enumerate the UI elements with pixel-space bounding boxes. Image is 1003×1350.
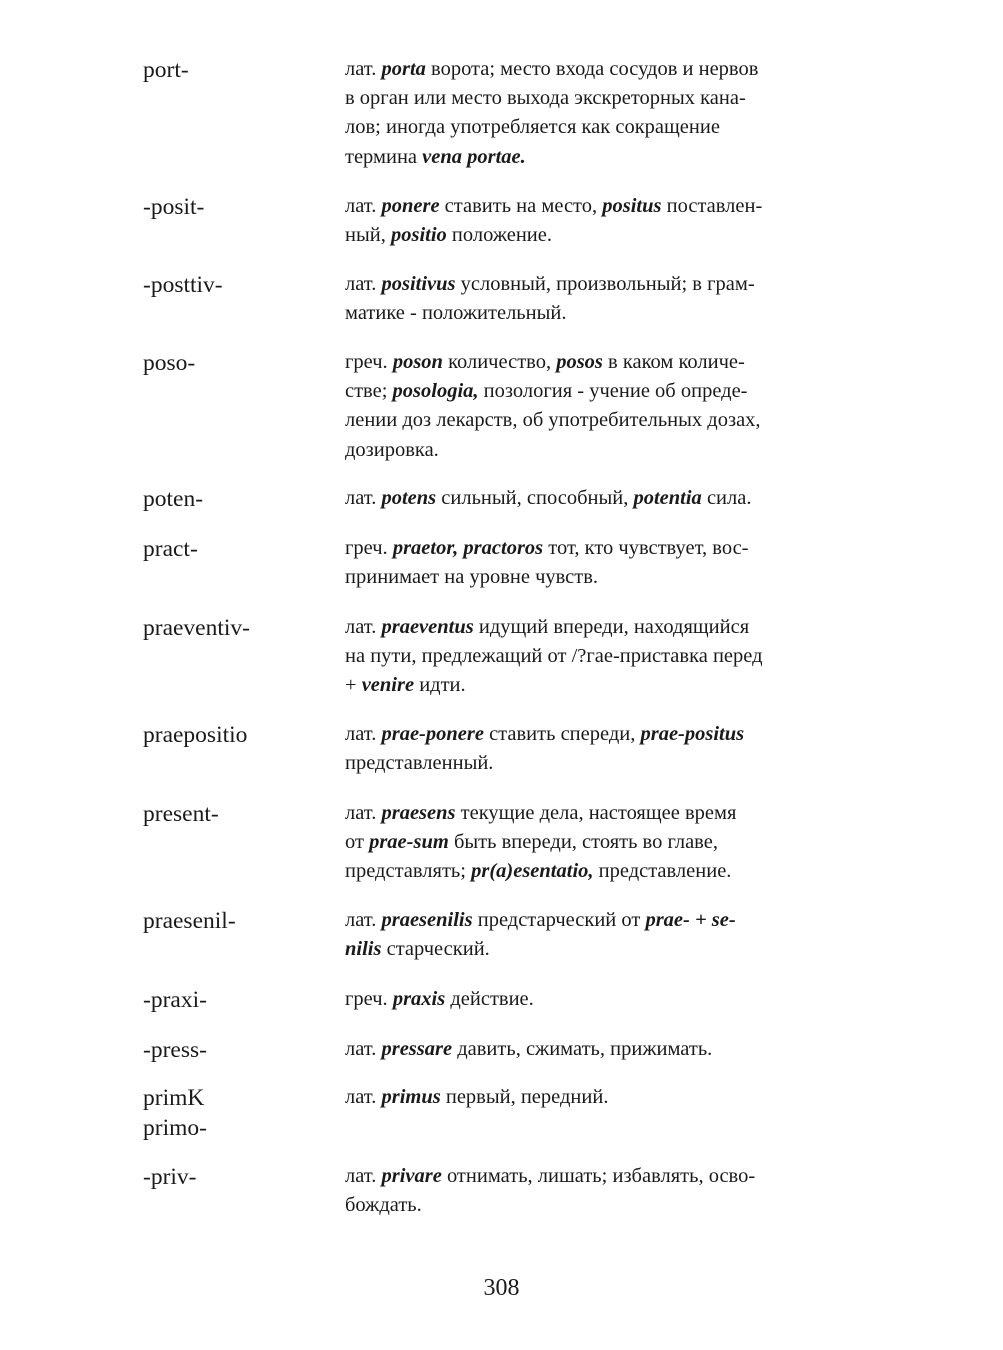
definition-line <box>345 270 875 299</box>
entry-term <box>143 906 236 936</box>
latin-term: prae-positus <box>640 723 745 745</box>
definition-line <box>345 534 875 563</box>
definition-line <box>345 720 875 749</box>
definition-line <box>345 221 875 250</box>
entry-term <box>143 613 250 643</box>
definition-line <box>345 749 875 778</box>
definition-text: лат. <box>345 723 382 745</box>
definition-text: лат. <box>345 616 382 638</box>
definition-text: идущий впереди, находящийся <box>473 616 750 638</box>
definition-line <box>345 1083 875 1112</box>
entry-definition <box>345 799 875 887</box>
entry-definition <box>345 55 875 172</box>
entry-term <box>143 985 207 1015</box>
entry-definition <box>345 1035 875 1064</box>
definition-text: действие. <box>445 988 534 1010</box>
entry-definition <box>345 270 875 328</box>
definition-text: бождать. <box>345 1194 422 1217</box>
definition-line <box>345 563 875 592</box>
definition-text: лат. <box>345 58 382 80</box>
definition-text: отнимать, лишать; избавлять, осво- <box>441 1165 756 1187</box>
definition-text: стве; <box>345 380 393 403</box>
definition-line <box>345 671 875 700</box>
definition-text: лов; иногда употребляется как сокращение <box>345 116 720 139</box>
definition-text: ставить спереди, <box>483 723 641 745</box>
definition-line <box>345 377 875 406</box>
definition-text: дозировка. <box>345 438 439 461</box>
definition-text: лат. <box>345 195 382 217</box>
entry-term <box>143 1035 207 1065</box>
definition-text: сила. <box>701 487 752 509</box>
definition-text: представленный. <box>345 752 494 775</box>
latin-term: praesens <box>381 802 456 824</box>
definition-text: идти. <box>414 674 466 697</box>
definition-line <box>345 84 875 113</box>
definition-text: сильный, способный, <box>436 487 634 509</box>
definition-line <box>345 985 875 1014</box>
definition-text: предстарческий от <box>472 909 646 931</box>
latin-term: praesenilis <box>381 909 473 931</box>
definition-line <box>345 143 875 172</box>
entry-term <box>143 348 195 378</box>
definition-text: ставить на место, <box>439 195 603 217</box>
entry-term <box>143 55 189 85</box>
latin-term: positus <box>602 195 662 217</box>
definition-text: лении доз лекарств, об употребительных дозах, <box>345 409 761 432</box>
definition-text: положение. <box>446 224 552 247</box>
latin-term: positivus <box>381 273 456 295</box>
term-text: poten- <box>143 486 204 512</box>
entry-definition <box>345 985 875 1014</box>
latin-term: praetor, practoros <box>392 537 544 559</box>
definition-line <box>345 613 875 642</box>
definition-line <box>345 436 875 465</box>
definition-text: поставлен- <box>661 195 763 217</box>
definition-line <box>345 857 875 886</box>
latin-term: pressare <box>381 1038 453 1060</box>
latin-term: prae-sum <box>369 831 449 854</box>
entry-definition <box>345 192 875 250</box>
entry-term <box>143 1162 197 1192</box>
term-text: primK <box>143 1085 205 1111</box>
definition-text: представлять; <box>345 860 472 883</box>
latin-term: ponere <box>381 195 440 217</box>
entry-term <box>143 1083 207 1143</box>
latin-term: posos <box>556 351 603 373</box>
latin-term: vena portae. <box>422 145 526 168</box>
definition-line <box>345 906 875 935</box>
latin-term: pr(a)esentatio, <box>471 860 594 883</box>
definition-text: греч. <box>345 537 393 559</box>
definition-line <box>345 299 875 328</box>
entry-definition <box>345 1162 875 1220</box>
latin-term: porta <box>381 58 426 80</box>
definition-text: в каком количе- <box>602 351 745 373</box>
term-text: -posit- <box>143 194 205 220</box>
definition-line <box>345 935 875 964</box>
definition-line <box>345 642 875 671</box>
page-number: 308 <box>483 1275 520 1301</box>
latin-term: posologia, <box>392 380 479 403</box>
latin-term: privare <box>381 1165 442 1187</box>
definition-line <box>345 192 875 221</box>
entry-term <box>143 484 203 514</box>
term-text: present- <box>143 801 219 827</box>
definition-text: первый, передний. <box>440 1086 609 1108</box>
definition-text: условный, произвольный; в грам- <box>455 273 755 295</box>
definition-text: от <box>345 831 370 854</box>
term-text: -priv- <box>143 1164 197 1190</box>
latin-term: nilis <box>345 938 382 961</box>
definition-text: старческий. <box>381 938 490 961</box>
entry-definition <box>345 484 875 513</box>
definition-text: количество, <box>442 351 557 373</box>
definition-text: лат. <box>345 909 382 931</box>
definition-text: тот, кто чувствует, вос- <box>543 537 749 559</box>
definition-line <box>345 799 875 828</box>
definition-text: матике - положительный. <box>345 302 567 325</box>
term-text: -posttiv- <box>143 272 223 298</box>
definition-text: принимает на уровне чувств. <box>345 566 599 589</box>
latin-term: potens <box>381 487 437 509</box>
entry-definition <box>345 720 875 778</box>
definition-text: лат. <box>345 802 382 824</box>
latin-term: prae-ponere <box>381 723 484 745</box>
term-text: -press- <box>143 1037 207 1063</box>
entry-term <box>143 534 198 564</box>
term-text: pract- <box>143 536 198 562</box>
latin-term: positio <box>390 224 447 247</box>
definition-line <box>345 1191 875 1220</box>
definition-line <box>345 1035 875 1064</box>
entry-term <box>143 799 219 829</box>
definition-line <box>345 406 875 435</box>
definition-text: лат. <box>345 273 382 295</box>
definition-line <box>345 1162 875 1191</box>
latin-term: praeventus <box>381 616 474 638</box>
latin-term: venire <box>361 674 415 697</box>
term-text: praepositio <box>143 722 248 748</box>
entry-definition <box>345 906 875 964</box>
definition-text: в орган или место выхода экскреторных кана- <box>345 87 746 110</box>
definition-text: текущие дела, настоящее время <box>455 802 737 824</box>
entry-definition <box>345 1083 875 1112</box>
definition-text: позология - учение об опреде- <box>478 380 748 403</box>
definition-text: лат. <box>345 1086 382 1108</box>
definition-text: быть впереди, стоять во главе, <box>448 831 718 854</box>
latin-term: praxis <box>392 988 446 1010</box>
entry-term <box>143 192 204 222</box>
definition-text: греч. <box>345 351 393 373</box>
term-text: praesenil- <box>143 908 236 934</box>
entry-definition <box>345 348 875 465</box>
definition-line <box>345 55 875 84</box>
definition-text: лат. <box>345 1038 382 1060</box>
definition-text: ворота; место входа сосудов и нервов <box>425 58 759 80</box>
entry-term <box>143 720 247 750</box>
term-text: primo- <box>143 1115 207 1141</box>
term-text: poso- <box>143 350 196 376</box>
definition-text: представление. <box>593 860 732 883</box>
definition-text: лат. <box>345 487 382 509</box>
definition-text: ный, <box>345 224 391 247</box>
definition-line <box>345 828 875 857</box>
latin-term: prae- + se- <box>645 909 736 931</box>
latin-term: potentia <box>633 487 702 509</box>
entry-definition <box>345 534 875 592</box>
definition-text: термина <box>345 145 423 168</box>
definition-text: давить, сжимать, прижимать. <box>452 1038 713 1060</box>
definition-text: греч. <box>345 988 393 1010</box>
definition-line <box>345 348 875 377</box>
definition-line <box>345 113 875 142</box>
definition-text: лат. <box>345 1165 382 1187</box>
latin-term: poson <box>392 351 443 373</box>
term-text: praeventiv- <box>143 615 251 641</box>
definition-text: + <box>345 674 362 697</box>
latin-term: primus <box>381 1086 441 1108</box>
definition-text: на пути, предлежащий от /?гае-приставка перед <box>345 645 763 668</box>
definition-line <box>345 484 875 513</box>
term-text: port- <box>143 57 189 83</box>
entry-term <box>143 270 223 300</box>
term-text: -praxi- <box>143 987 207 1013</box>
entry-definition <box>345 613 875 701</box>
